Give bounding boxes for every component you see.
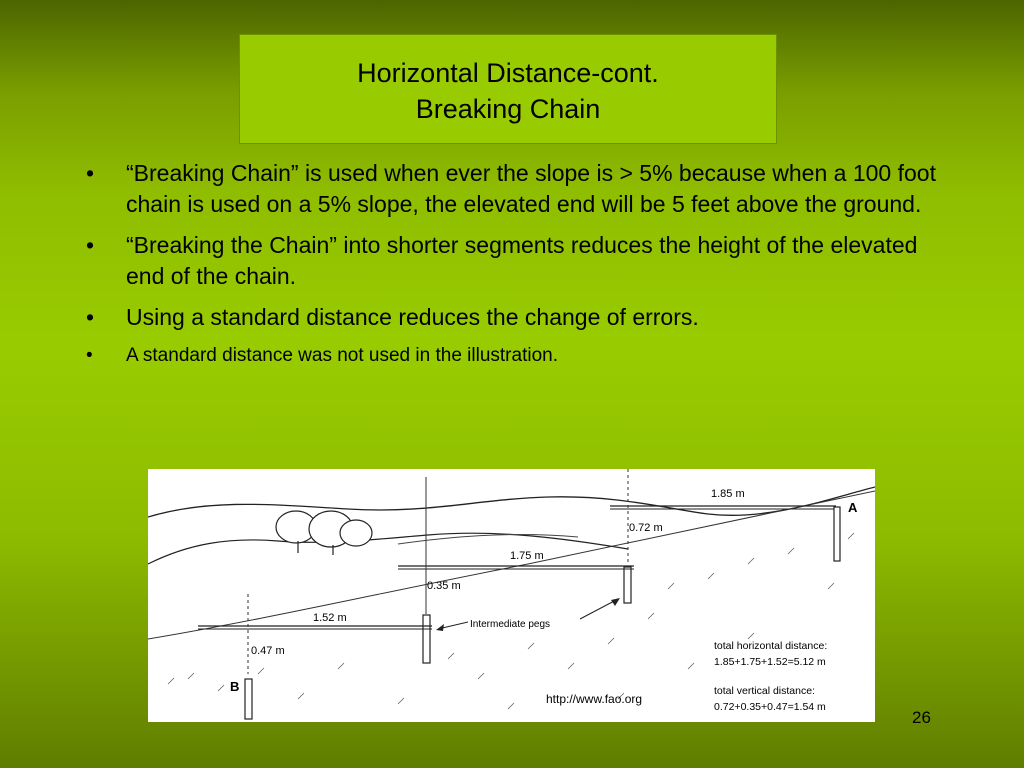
arrowhead-icon	[436, 624, 444, 631]
point-a-label: A	[848, 500, 858, 515]
total-horizontal-value: 1.85+1.75+1.52=5.12 m	[714, 656, 826, 668]
bullet-dot: •	[86, 345, 93, 366]
segment-3-height: 0.47 m	[251, 645, 285, 657]
bullet-item	[86, 230, 946, 292]
title-line-2: Breaking Chain	[415, 94, 601, 124]
total-vertical-value: 0.72+0.35+0.47=1.54 m	[714, 701, 826, 713]
intermediate-peg-2	[423, 615, 430, 663]
total-horizontal-label: total horizontal distance:	[714, 640, 828, 652]
illustration-svg	[148, 469, 875, 722]
title-line-1: Horizontal Distance-cont.	[357, 58, 659, 88]
intermediate-peg-1	[624, 567, 631, 603]
intermediate-pegs-label: Intermediate pegs	[470, 619, 551, 630]
bullet-dot: •	[86, 304, 95, 330]
bullet-text: “Breaking Chain” is used when ever the slope is > 5% because when a 100 foot chain is used on a 5% slope, the elevated end will be 5 feet above the ground.	[126, 160, 936, 217]
arrowhead-icon	[611, 598, 620, 606]
bullet-item	[86, 343, 946, 369]
segment-1-length: 1.85 m	[711, 488, 745, 500]
segment-2-height: 0.35 m	[427, 580, 461, 592]
slide-title	[239, 34, 777, 144]
bullet-text: A standard distance was not used in the illustration.	[126, 345, 558, 366]
bullet-text: “Breaking the Chain” into shorter segments reduces the height of the elevated end of the chain.	[126, 232, 918, 289]
trees-icon	[276, 511, 372, 555]
pointer-arrow-right	[580, 599, 618, 619]
pole-a	[834, 507, 840, 561]
bullet-dot: •	[86, 232, 95, 258]
bullet-item	[86, 158, 946, 220]
segment-1-height: 0.72 m	[629, 522, 663, 534]
hill-line	[398, 535, 578, 544]
hill-line	[148, 533, 628, 564]
total-vertical-label: total vertical distance:	[714, 685, 815, 697]
source-url: http://www.fao.org	[546, 692, 643, 706]
bullet-dot: •	[86, 160, 95, 186]
hill-line	[148, 487, 875, 517]
segment-3-length: 1.52 m	[313, 612, 347, 624]
bullet-list	[86, 158, 946, 379]
breaking-chain-illustration	[148, 469, 875, 722]
pole-b	[245, 679, 252, 719]
bullet-item	[86, 302, 946, 333]
segment-2-length: 1.75 m	[510, 550, 544, 562]
point-b-label: B	[230, 679, 240, 694]
bullet-text: Using a standard distance reduces the change of errors.	[126, 304, 699, 330]
page-number: 26	[912, 708, 931, 727]
